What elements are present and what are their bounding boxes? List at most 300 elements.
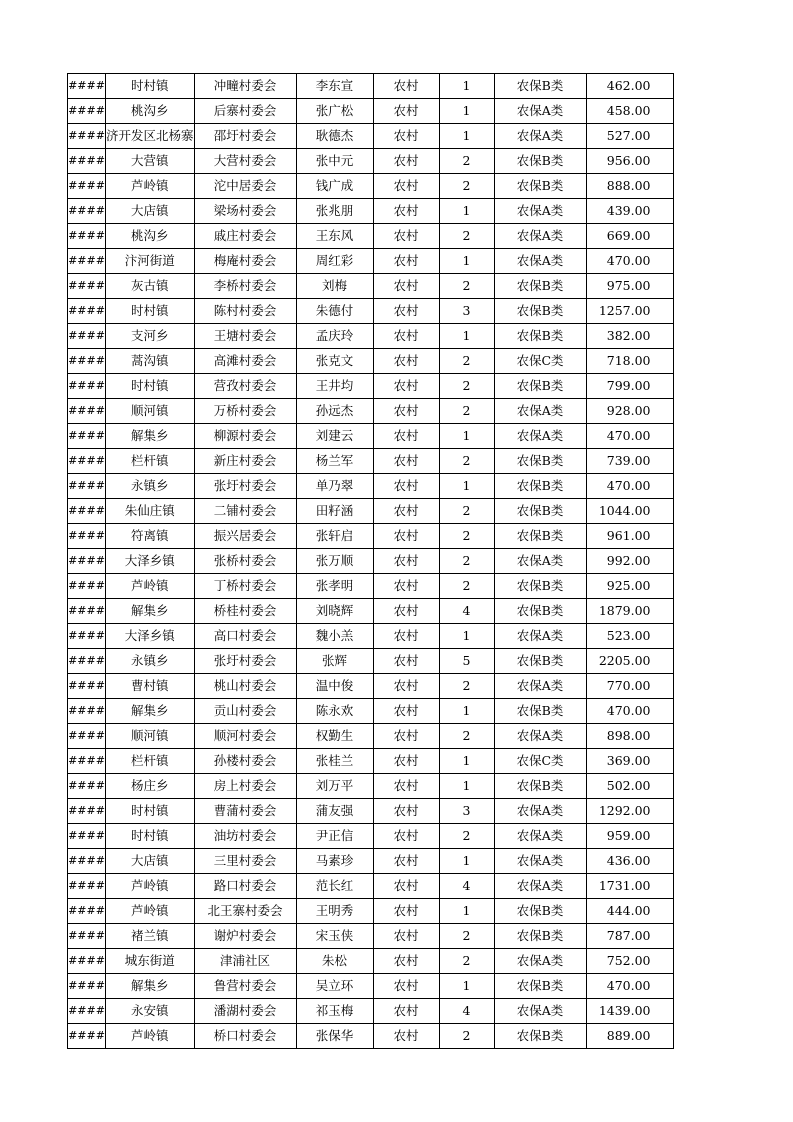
table-row: [68, 924, 674, 949]
name-cell: 尹正信: [296, 824, 373, 849]
amount-cell: 718.00: [586, 349, 673, 374]
name-cell: 马素珍: [296, 849, 373, 874]
town-cell: 杨庄乡: [106, 774, 195, 799]
id-cell: ####: [68, 649, 106, 674]
type-cell: 农村: [373, 524, 439, 549]
count-cell: 2: [439, 374, 494, 399]
name-cell: 王东风: [296, 224, 373, 249]
category-cell: 农保C类: [494, 349, 586, 374]
village-cell: 梁场村委会: [194, 199, 296, 224]
town-cell: 灰古镇: [106, 274, 195, 299]
id-cell: ####: [68, 249, 106, 274]
id-cell: ####: [68, 424, 106, 449]
name-cell: 张孝明: [296, 574, 373, 599]
table-row: [68, 949, 674, 974]
town-cell: 永安镇: [106, 999, 195, 1024]
town-cell: 解集乡: [106, 974, 195, 999]
amount-cell: 961.00: [586, 524, 673, 549]
village-cell: 张桥村委会: [194, 549, 296, 574]
type-cell: 农村: [373, 799, 439, 824]
amount-cell: 959.00: [586, 824, 673, 849]
town-cell: 桃沟乡: [106, 99, 195, 124]
name-cell: 李东宣: [296, 74, 373, 99]
count-cell: 1: [439, 974, 494, 999]
name-cell: 吴立环: [296, 974, 373, 999]
amount-cell: 439.00: [586, 199, 673, 224]
amount-cell: 502.00: [586, 774, 673, 799]
name-cell: 蒲友强: [296, 799, 373, 824]
category-cell: 农保B类: [494, 449, 586, 474]
town-cell: 芦岭镇: [106, 1024, 195, 1049]
category-cell: 农保A类: [494, 224, 586, 249]
category-cell: 农保B类: [494, 574, 586, 599]
id-cell: ####: [68, 774, 106, 799]
name-cell: 周红彩: [296, 249, 373, 274]
name-cell: 王明秀: [296, 899, 373, 924]
village-cell: 邵圩村委会: [194, 124, 296, 149]
type-cell: 农村: [373, 749, 439, 774]
name-cell: 王井均: [296, 374, 373, 399]
id-cell: ####: [68, 524, 106, 549]
village-cell: 沱中居委会: [194, 174, 296, 199]
amount-cell: 770.00: [586, 674, 673, 699]
type-cell: 农村: [373, 549, 439, 574]
table-row: [68, 574, 674, 599]
town-cell: 栏杆镇: [106, 749, 195, 774]
id-cell: ####: [68, 924, 106, 949]
table-row: [68, 174, 674, 199]
type-cell: 农村: [373, 274, 439, 299]
amount-cell: 444.00: [586, 899, 673, 924]
amount-cell: 925.00: [586, 574, 673, 599]
count-cell: 2: [439, 399, 494, 424]
id-cell: ####: [68, 974, 106, 999]
category-cell: 农保B类: [494, 1024, 586, 1049]
type-cell: 农村: [373, 149, 439, 174]
type-cell: 农村: [373, 924, 439, 949]
count-cell: 1: [439, 749, 494, 774]
table-row: [68, 149, 674, 174]
table-row: [68, 349, 674, 374]
category-cell: 农保B类: [494, 649, 586, 674]
category-cell: 农保B类: [494, 299, 586, 324]
count-cell: 1: [439, 424, 494, 449]
type-cell: 农村: [373, 949, 439, 974]
count-cell: 2: [439, 674, 494, 699]
village-cell: 谢炉村委会: [194, 924, 296, 949]
type-cell: 农村: [373, 474, 439, 499]
amount-cell: 458.00: [586, 99, 673, 124]
amount-cell: 470.00: [586, 699, 673, 724]
town-cell: 褚兰镇: [106, 924, 195, 949]
amount-cell: 1439.00: [586, 999, 673, 1024]
table-row: [68, 299, 674, 324]
amount-cell: 799.00: [586, 374, 673, 399]
id-cell: ####: [68, 149, 106, 174]
town-cell: 时村镇: [106, 824, 195, 849]
count-cell: 4: [439, 999, 494, 1024]
count-cell: 1: [439, 124, 494, 149]
category-cell: 农保B类: [494, 174, 586, 199]
type-cell: 农村: [373, 99, 439, 124]
type-cell: 农村: [373, 399, 439, 424]
table-row: [68, 849, 674, 874]
type-cell: 农村: [373, 849, 439, 874]
type-cell: 农村: [373, 824, 439, 849]
name-cell: 杨兰军: [296, 449, 373, 474]
id-cell: ####: [68, 324, 106, 349]
type-cell: 农村: [373, 599, 439, 624]
town-cell: 芦岭镇: [106, 574, 195, 599]
count-cell: 4: [439, 599, 494, 624]
town-cell: 大泽乡镇: [106, 624, 195, 649]
category-cell: 农保B类: [494, 699, 586, 724]
category-cell: 农保A类: [494, 849, 586, 874]
name-cell: 张轩启: [296, 524, 373, 549]
count-cell: 1: [439, 624, 494, 649]
table-row: [68, 674, 674, 699]
id-cell: ####: [68, 474, 106, 499]
village-cell: 孙楼村委会: [194, 749, 296, 774]
id-cell: ####: [68, 574, 106, 599]
village-cell: 高滩村委会: [194, 349, 296, 374]
table-row: [68, 199, 674, 224]
village-cell: 戚庄村委会: [194, 224, 296, 249]
town-cell: 曹村镇: [106, 674, 195, 699]
amount-cell: 889.00: [586, 1024, 673, 1049]
category-cell: 农保B类: [494, 474, 586, 499]
table-row: [68, 374, 674, 399]
type-cell: 农村: [373, 499, 439, 524]
id-cell: ####: [68, 799, 106, 824]
name-cell: 刘梅: [296, 274, 373, 299]
name-cell: 刘建云: [296, 424, 373, 449]
table-row: [68, 74, 674, 99]
town-cell: 解集乡: [106, 699, 195, 724]
amount-cell: 462.00: [586, 74, 673, 99]
name-cell: 张广松: [296, 99, 373, 124]
type-cell: 农村: [373, 124, 439, 149]
amount-cell: 787.00: [586, 924, 673, 949]
village-cell: 高口村委会: [194, 624, 296, 649]
table-row: [68, 1024, 674, 1049]
amount-cell: 928.00: [586, 399, 673, 424]
amount-cell: 1731.00: [586, 874, 673, 899]
type-cell: 农村: [373, 999, 439, 1024]
category-cell: 农保B类: [494, 899, 586, 924]
category-cell: 农保B类: [494, 599, 586, 624]
id-cell: ####: [68, 99, 106, 124]
town-cell: 大泽乡镇: [106, 549, 195, 574]
type-cell: 农村: [373, 574, 439, 599]
village-cell: 曹蒲村委会: [194, 799, 296, 824]
amount-cell: 669.00: [586, 224, 673, 249]
town-cell: 栏杆镇: [106, 449, 195, 474]
category-cell: 农保B类: [494, 274, 586, 299]
id-cell: ####: [68, 224, 106, 249]
village-cell: 李桥村委会: [194, 274, 296, 299]
id-cell: ####: [68, 449, 106, 474]
count-cell: 2: [439, 724, 494, 749]
village-cell: 陈村村委会: [194, 299, 296, 324]
count-cell: 2: [439, 499, 494, 524]
type-cell: 农村: [373, 174, 439, 199]
count-cell: 2: [439, 174, 494, 199]
table-row: [68, 324, 674, 349]
id-cell: ####: [68, 299, 106, 324]
amount-cell: 752.00: [586, 949, 673, 974]
town-cell: 解集乡: [106, 599, 195, 624]
amount-cell: 436.00: [586, 849, 673, 874]
village-cell: 二铺村委会: [194, 499, 296, 524]
table-row: [68, 524, 674, 549]
town-cell: 顺河镇: [106, 399, 195, 424]
count-cell: 1: [439, 249, 494, 274]
town-cell: 大店镇: [106, 199, 195, 224]
count-cell: 1: [439, 99, 494, 124]
name-cell: 权勤生: [296, 724, 373, 749]
name-cell: 温中俊: [296, 674, 373, 699]
type-cell: 农村: [373, 449, 439, 474]
village-cell: 柳源村委会: [194, 424, 296, 449]
table-row: [68, 249, 674, 274]
town-cell: 支河乡: [106, 324, 195, 349]
count-cell: 1: [439, 899, 494, 924]
table-row: [68, 774, 674, 799]
table-row: [68, 699, 674, 724]
village-cell: 王塘村委会: [194, 324, 296, 349]
table-row: [68, 874, 674, 899]
id-cell: ####: [68, 699, 106, 724]
count-cell: 2: [439, 524, 494, 549]
category-cell: 农保A类: [494, 674, 586, 699]
category-cell: 农保A类: [494, 949, 586, 974]
village-cell: 张圩村委会: [194, 474, 296, 499]
amount-cell: 1292.00: [586, 799, 673, 824]
id-cell: ####: [68, 374, 106, 399]
village-cell: 三里村委会: [194, 849, 296, 874]
category-cell: 农保A类: [494, 249, 586, 274]
category-cell: 农保B类: [494, 324, 586, 349]
category-cell: 农保A类: [494, 824, 586, 849]
data-table: [67, 73, 674, 1049]
amount-cell: 470.00: [586, 249, 673, 274]
amount-cell: 523.00: [586, 624, 673, 649]
table-row: [68, 124, 674, 149]
category-cell: 农保B类: [494, 499, 586, 524]
village-cell: 油坊村委会: [194, 824, 296, 849]
type-cell: 农村: [373, 899, 439, 924]
count-cell: 1: [439, 474, 494, 499]
village-cell: 桃山村委会: [194, 674, 296, 699]
category-cell: 农保A类: [494, 874, 586, 899]
count-cell: 1: [439, 199, 494, 224]
count-cell: 2: [439, 924, 494, 949]
type-cell: 农村: [373, 624, 439, 649]
village-cell: 桥桂村委会: [194, 599, 296, 624]
name-cell: 单乃翠: [296, 474, 373, 499]
id-cell: ####: [68, 899, 106, 924]
table-row: [68, 749, 674, 774]
count-cell: 4: [439, 874, 494, 899]
town-cell: 永镇乡: [106, 649, 195, 674]
town-cell: 芦岭镇: [106, 174, 195, 199]
count-cell: 1: [439, 74, 494, 99]
village-cell: 贡山村委会: [194, 699, 296, 724]
id-cell: ####: [68, 599, 106, 624]
type-cell: 农村: [373, 324, 439, 349]
id-cell: ####: [68, 399, 106, 424]
category-cell: 农保A类: [494, 724, 586, 749]
name-cell: 魏小羔: [296, 624, 373, 649]
table-row: [68, 99, 674, 124]
id-cell: ####: [68, 199, 106, 224]
category-cell: 农保B类: [494, 374, 586, 399]
category-cell: 农保A类: [494, 424, 586, 449]
count-cell: 1: [439, 774, 494, 799]
amount-cell: 2205.00: [586, 649, 673, 674]
village-cell: 潘湖村委会: [194, 999, 296, 1024]
town-cell: [106, 124, 195, 149]
amount-cell: 470.00: [586, 424, 673, 449]
category-cell: 农保C类: [494, 749, 586, 774]
id-cell: ####: [68, 849, 106, 874]
count-cell: 3: [439, 299, 494, 324]
category-cell: 农保A类: [494, 399, 586, 424]
count-cell: 2: [439, 449, 494, 474]
village-cell: 张圩村委会: [194, 649, 296, 674]
count-cell: 1: [439, 849, 494, 874]
category-cell: 农保B类: [494, 524, 586, 549]
table-row: [68, 649, 674, 674]
id-cell: ####: [68, 174, 106, 199]
table-row: [68, 624, 674, 649]
town-cell: 永镇乡: [106, 474, 195, 499]
name-cell: 刘万平: [296, 774, 373, 799]
table-row: [68, 474, 674, 499]
category-cell: 农保A类: [494, 624, 586, 649]
id-cell: ####: [68, 674, 106, 699]
name-cell: 张兆朋: [296, 199, 373, 224]
category-cell: 农保A类: [494, 199, 586, 224]
village-cell: 桥口村委会: [194, 1024, 296, 1049]
table-row: [68, 274, 674, 299]
category-cell: 农保B类: [494, 74, 586, 99]
id-cell: ####: [68, 124, 106, 149]
amount-cell: 739.00: [586, 449, 673, 474]
village-cell: 梅庵村委会: [194, 249, 296, 274]
table-row: [68, 549, 674, 574]
count-cell: 2: [439, 149, 494, 174]
amount-cell: 992.00: [586, 549, 673, 574]
type-cell: 农村: [373, 374, 439, 399]
village-cell: 丁桥村委会: [194, 574, 296, 599]
count-cell: 2: [439, 349, 494, 374]
town-cell: 大店镇: [106, 849, 195, 874]
name-cell: 张辉: [296, 649, 373, 674]
village-cell: 后寨村委会: [194, 99, 296, 124]
count-cell: 2: [439, 224, 494, 249]
town-cell: 蒿沟镇: [106, 349, 195, 374]
amount-cell: 888.00: [586, 174, 673, 199]
amount-cell: 1044.00: [586, 499, 673, 524]
type-cell: 农村: [373, 74, 439, 99]
id-cell: ####: [68, 549, 106, 574]
town-cell: 芦岭镇: [106, 899, 195, 924]
id-cell: ####: [68, 74, 106, 99]
name-cell: 孟庆玲: [296, 324, 373, 349]
name-cell: 张桂兰: [296, 749, 373, 774]
village-cell: 营孜村委会: [194, 374, 296, 399]
category-cell: 农保A类: [494, 799, 586, 824]
type-cell: 农村: [373, 424, 439, 449]
village-cell: 振兴居委会: [194, 524, 296, 549]
village-cell: 北王寨村委会: [194, 899, 296, 924]
town-cell: 城东街道: [106, 949, 195, 974]
name-cell: 张万顺: [296, 549, 373, 574]
table-row: [68, 974, 674, 999]
amount-cell: 898.00: [586, 724, 673, 749]
count-cell: 1: [439, 324, 494, 349]
table-row: [68, 599, 674, 624]
id-cell: ####: [68, 274, 106, 299]
category-cell: 农保A类: [494, 549, 586, 574]
id-cell: ####: [68, 874, 106, 899]
type-cell: 农村: [373, 874, 439, 899]
amount-cell: 369.00: [586, 749, 673, 774]
name-cell: 宋玉侠: [296, 924, 373, 949]
name-cell: 朱松: [296, 949, 373, 974]
name-cell: 张保华: [296, 1024, 373, 1049]
id-cell: ####: [68, 824, 106, 849]
amount-cell: 975.00: [586, 274, 673, 299]
amount-cell: 956.00: [586, 149, 673, 174]
type-cell: 农村: [373, 974, 439, 999]
table-row: [68, 399, 674, 424]
count-cell: 2: [439, 1024, 494, 1049]
table-row: [68, 224, 674, 249]
town-cell: 芦岭镇: [106, 874, 195, 899]
village-cell: 房上村委会: [194, 774, 296, 799]
table-row: [68, 499, 674, 524]
town-cell: 解集乡: [106, 424, 195, 449]
type-cell: 农村: [373, 774, 439, 799]
amount-cell: 527.00: [586, 124, 673, 149]
name-cell: 孙远杰: [296, 399, 373, 424]
type-cell: 农村: [373, 724, 439, 749]
village-cell: 万桥村委会: [194, 399, 296, 424]
name-cell: 钱广成: [296, 174, 373, 199]
town-cell: 大营镇: [106, 149, 195, 174]
name-cell: 范长红: [296, 874, 373, 899]
village-cell: 新庄村委会: [194, 449, 296, 474]
id-cell: ####: [68, 499, 106, 524]
count-cell: 5: [439, 649, 494, 674]
id-cell: ####: [68, 1024, 106, 1049]
amount-cell: 470.00: [586, 474, 673, 499]
category-cell: 农保A类: [494, 99, 586, 124]
count-cell: 2: [439, 949, 494, 974]
type-cell: 农村: [373, 649, 439, 674]
village-cell: 鲁营村委会: [194, 974, 296, 999]
category-cell: 农保B类: [494, 974, 586, 999]
count-cell: 2: [439, 824, 494, 849]
name-cell: 耿德杰: [296, 124, 373, 149]
table-row: [68, 424, 674, 449]
id-cell: ####: [68, 724, 106, 749]
type-cell: 农村: [373, 299, 439, 324]
village-cell: 津浦社区: [194, 949, 296, 974]
